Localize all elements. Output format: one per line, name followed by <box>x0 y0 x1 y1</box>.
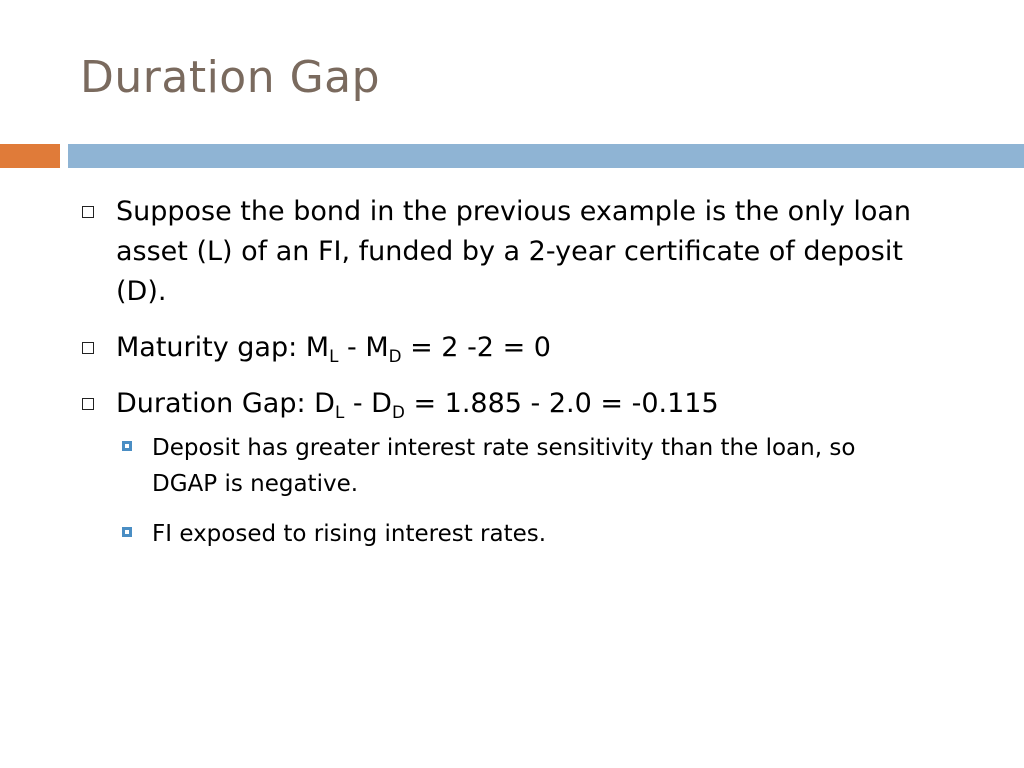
hollow-square-bullet-icon <box>82 398 94 410</box>
filled-square-bullet-icon <box>122 441 132 451</box>
sub-bullet-text: Deposit has greater interest rate sensitivity than the loan, so DGAP is negative. <box>152 435 856 497</box>
duration-gap-label: Duration Gap: D <box>116 388 335 419</box>
slide-title: Duration Gap <box>80 52 381 103</box>
sub-bullet-item <box>80 430 920 502</box>
maturity-gap-result: = 2 -2 = 0 <box>401 332 551 363</box>
accent-bar <box>0 144 60 168</box>
duration-gap-middle: - D <box>344 388 392 419</box>
subscript: L <box>329 345 339 366</box>
sub-bullet-item <box>80 516 920 552</box>
bullet-item <box>80 192 920 312</box>
bullet-list <box>80 192 920 566</box>
bullet-item <box>80 328 920 368</box>
subscript: L <box>334 401 345 422</box>
sub-bullet-text: FI exposed to rising interest rates. <box>152 521 547 547</box>
hollow-square-bullet-icon <box>82 206 94 218</box>
subscript: D <box>391 401 405 422</box>
filled-square-bullet-icon <box>122 527 132 537</box>
hollow-square-bullet-icon <box>82 342 94 354</box>
title-divider-bar <box>68 144 1024 168</box>
bullet-item <box>80 384 920 424</box>
duration-gap-result: = 1.885 - 2.0 = -0.115 <box>404 388 719 419</box>
maturity-gap-label: Maturity gap: M <box>116 332 330 363</box>
maturity-gap-middle: - M <box>338 332 389 363</box>
bullet-text: Suppose the bond in the previous example is the only loan asset (L) of an FI, funded by a 2-year certificate of deposit (D). <box>116 196 912 307</box>
subscript: D <box>388 345 402 366</box>
